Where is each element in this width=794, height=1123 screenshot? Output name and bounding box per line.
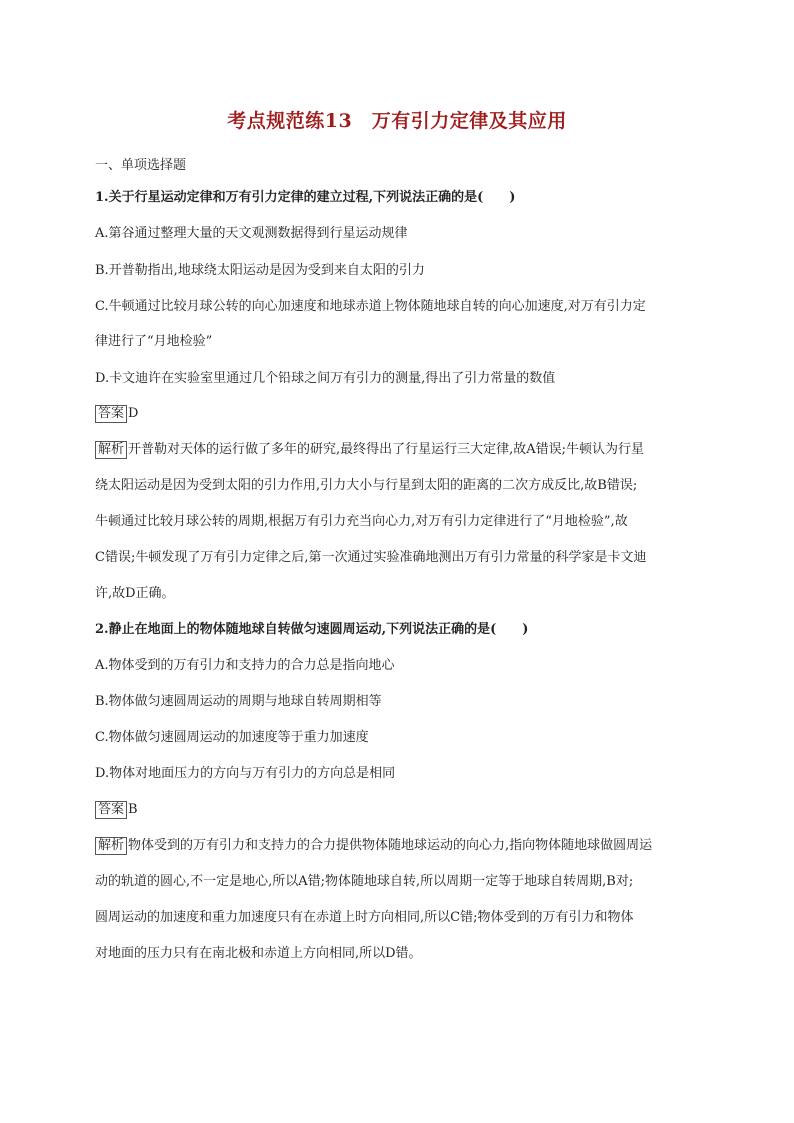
question-1-analysis-line: 绕太阳运动是因为受到太阳的引力作用,引力大小与行星到太阳的距离的二次方成反比,故B错误;	[95, 478, 638, 493]
question-1-answer	[95, 405, 700, 423]
question-2-analysis-line: 对地面的压力只有在南北极和赤道上方向相同,所以D错。	[95, 946, 422, 961]
question-2-analysis-text: 物体受到的万有引力和支持力的合力提供物体随地球运动的向心力,指向物体随地球做圆周运	[128, 838, 653, 853]
question-2-option-a: A.物体受到的万有引力和支持力的合力总是指向地心	[95, 658, 395, 673]
analysis-label: 解析	[95, 441, 127, 459]
question-2-answer-value: B	[128, 802, 138, 817]
answer-label: 答案	[95, 801, 127, 819]
question-1-option-a: A.第谷通过整理大量的天文观测数据得到行星运动规律	[95, 226, 408, 241]
question-2-analysis-line: 动的轨道的圆心,不一定是地心,所以A错;物体随地球自转,所以周期一定等于地球自转周期,B对;	[95, 874, 634, 889]
answer-label: 答案	[95, 405, 127, 423]
question-2-option-c: C.物体做匀速圆周运动的加速度等于重力加速度	[95, 730, 369, 745]
question-1-analysis-line: 牛顿通过比较月球公转的周期,根据万有引力充当向心力,对万有引力定律进行了“月地检验”,故	[95, 514, 628, 529]
question-1-stem: 1.关于行星运动定律和万有引力定律的建立过程,下列说法正确的是( )	[95, 190, 516, 205]
question-2-stem: 2.静止在地面上的物体随地球自转做匀速圆周运动,下列说法正确的是( )	[95, 622, 529, 637]
question-2-analysis-line: 圆周运动的加速度和重力加速度只有在赤道上时方向相同,所以C错;物体受到的万有引力和物体	[95, 910, 634, 925]
question-1-analysis-text: 开普勒对天体的运行做了多年的研究,最终得出了行星运行三大定律,故A错误;牛顿认为行星	[128, 442, 645, 457]
question-1-option-b: B.开普勒指出,地球绕太阳运动是因为受到来自太阳的引力	[95, 263, 425, 278]
question-2-analysis-line	[95, 837, 700, 855]
question-1-option-d: D.卡文迪许在实验室里通过几个铅球之间万有引力的测量,得出了引力常量的数值	[95, 371, 556, 386]
question-1-analysis-line: 许,故D正确。	[95, 586, 175, 601]
question-1-analysis-line: C错误;牛顿发现了万有引力定律之后,第一次通过实验准确地测出万有引力常量的科学家是卡文迪	[95, 550, 647, 565]
question-2-option-d: D.物体对地面压力的方向与万有引力的方向总是相同	[95, 766, 396, 781]
question-2-answer	[95, 801, 700, 819]
question-1-option-c: C.牛顿通过比较月球公转的向心加速度和地球赤道上物体随地球自转的向心加速度,对万有引力定	[95, 299, 646, 314]
page-title: 考点规范练13 万有引力定律及其应用	[227, 110, 567, 132]
question-2-option-b: B.物体做匀速圆周运动的周期与地球自转周期相等	[95, 694, 382, 709]
question-1-option-c-continued: 律进行了“月地检验”	[95, 334, 213, 349]
question-1-analysis-line	[95, 441, 700, 459]
section-heading: 一、单项选择题	[95, 158, 187, 173]
analysis-label: 解析	[95, 837, 127, 855]
question-1-answer-value: D	[128, 406, 139, 421]
